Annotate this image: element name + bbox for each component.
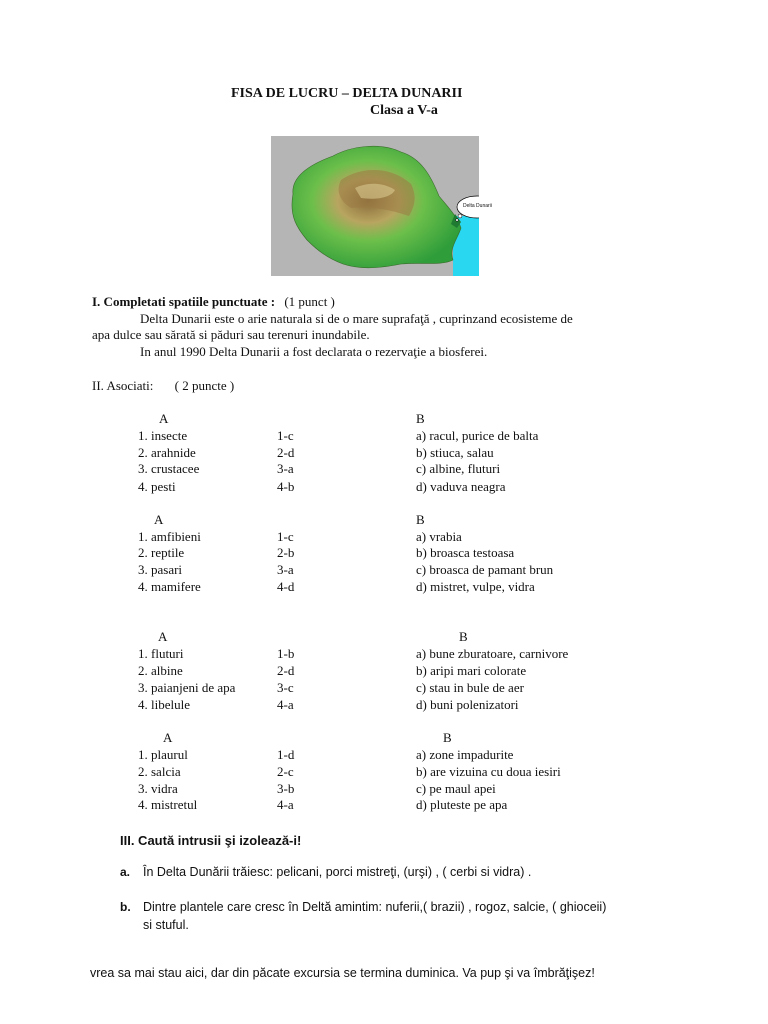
group2-row3-b: c) broasca de pamant brun (416, 562, 554, 577)
group1-row1-match: 1-c (277, 428, 294, 443)
group1-row3-match: 3-a (277, 461, 294, 476)
section1-heading: I. Completati spatiile punctuate : (92, 294, 276, 309)
group3-col-b-header: B (459, 629, 468, 644)
group3-row1-b: a) bune zburatoare, carnivore (416, 646, 569, 661)
group4-row3-match: 3-b (277, 781, 295, 796)
group1-row4-a: 4. pesti (138, 479, 176, 494)
group3-row3-match: 3-c (277, 680, 294, 695)
group1-row1-a: 1. insecte (138, 428, 188, 443)
group2-row1-match: 1-c (277, 529, 294, 544)
group4-row4-a: 4. mistretul (138, 797, 198, 812)
section1-points: (1 punct ) (284, 294, 335, 309)
group4-row2-a: 2. salcia (138, 764, 181, 779)
group1-row2-a: 2. arahnide (138, 445, 196, 460)
group4-row3-b: c) pe maul apei (416, 781, 496, 796)
section3-item-a-text: În Delta Dunării trăiesc: pelicani, porci mistreţi, (urşi) , ( cerbi si vidra) . (143, 865, 532, 879)
group2-row2-b: b) broasca testoasa (416, 545, 515, 560)
section1-line3: In anul 1990 Delta Dunarii a fost declarata o rezervaţie a biosferei. (140, 344, 488, 359)
group1-row2-match: 2-d (277, 445, 295, 460)
group3-row4-match: 4-a (277, 697, 294, 712)
group2-col-b-header: B (416, 512, 425, 527)
group1-row4-match: 4-b (277, 479, 295, 494)
section3-item-b-marker: b. (120, 900, 131, 914)
group2-row4-b: d) mistret, vulpe, vidra (416, 579, 535, 594)
group3-row4-a: 4. libelule (138, 697, 190, 712)
group3-row1-a: 1. fluturi (138, 646, 184, 661)
group2-col-a-header: A (154, 512, 164, 527)
group3-col-a-header: A (158, 629, 168, 644)
group3-row1-match: 1-b (277, 646, 295, 661)
group4-row1-b: a) zone impadurite (416, 747, 514, 762)
group4-row1-a: 1. plaurul (138, 747, 188, 762)
group3-row2-a: 2. albine (138, 663, 183, 678)
section2-points: ( 2 puncte ) (174, 378, 235, 393)
group3-row4-b: d) buni polenizatori (416, 697, 519, 712)
footer-text: vrea sa mai stau aici, dar din păcate excursia se termina duminica. Va pup şi va îmbrăţişez! (90, 966, 595, 980)
section1-line1: Delta Dunarii este o arie naturala si de o mare suprafaţă , cuprinzand ecosisteme de (140, 311, 573, 326)
group1-col-b-header: B (416, 411, 425, 426)
group3-row3-a: 3. paianjeni de apa (138, 680, 236, 695)
group3-row2-b: b) aripi mari colorate (416, 663, 527, 678)
group4-row1-match: 1-d (277, 747, 295, 762)
page-subtitle: Clasa a V-a (370, 103, 438, 118)
group4-col-a-header: A (163, 730, 173, 745)
delta-callout-label: Delta Dunarii (463, 203, 492, 209)
group2-row2-match: 2-b (277, 545, 295, 560)
group3-row2-match: 2-d (277, 663, 295, 678)
group2-row1-b: a) vrabia (416, 529, 462, 544)
group4-row3-a: 3. vidra (138, 781, 178, 796)
group2-row2-a: 2. reptile (138, 545, 185, 560)
group4-col-b-header: B (443, 730, 452, 745)
group1-row4-b: d) vaduva neagra (416, 479, 506, 494)
group1-row3-a: 3. crustacee (138, 461, 200, 476)
group4-row2-match: 2-c (277, 764, 294, 779)
group1-col-a-header: A (159, 411, 169, 426)
group1-row1-b: a) racul, purice de balta (416, 428, 539, 443)
section3-item-b-text-line1: Dintre plantele care cresc în Deltă amintim: nuferii,( brazii) , rogoz, salcie, ( ghioceii) (143, 900, 607, 914)
group2-row3-a: 3. pasari (138, 562, 183, 577)
page-title: FISA DE LUCRU – DELTA DUNARII (231, 86, 463, 101)
section2-heading: II. Asociati: (92, 378, 154, 393)
group1-row2-b: b) stiuca, salau (416, 445, 494, 460)
group2-row4-a: 4. mamifere (138, 579, 201, 594)
group4-row4-match: 4-a (277, 797, 294, 812)
group4-row4-b: d) pluteste pe apa (416, 797, 508, 812)
section1-header (92, 294, 335, 310)
group2-row4-match: 4-d (277, 579, 295, 594)
section1-line2: apa dulce sau sărată si păduri sau terenuri inundabile. (92, 327, 370, 342)
group1-row3-b: c) albine, fluturi (416, 461, 501, 476)
group2-row1-a: 1. amfibieni (138, 529, 201, 544)
group3-row3-b: c) stau in bule de aer (416, 680, 524, 695)
section3-item-a-marker: a. (120, 865, 131, 879)
group4-row2-b: b) are vizuina cu doua iesiri (416, 764, 561, 779)
group2-row3-match: 3-a (277, 562, 294, 577)
section3-heading: III. Caută intrusii şi izolează-i! (120, 833, 302, 848)
section2-header (92, 378, 234, 394)
section3-item-b-text-line2: si stuful. (143, 918, 189, 932)
romania-relief-map (271, 136, 479, 276)
